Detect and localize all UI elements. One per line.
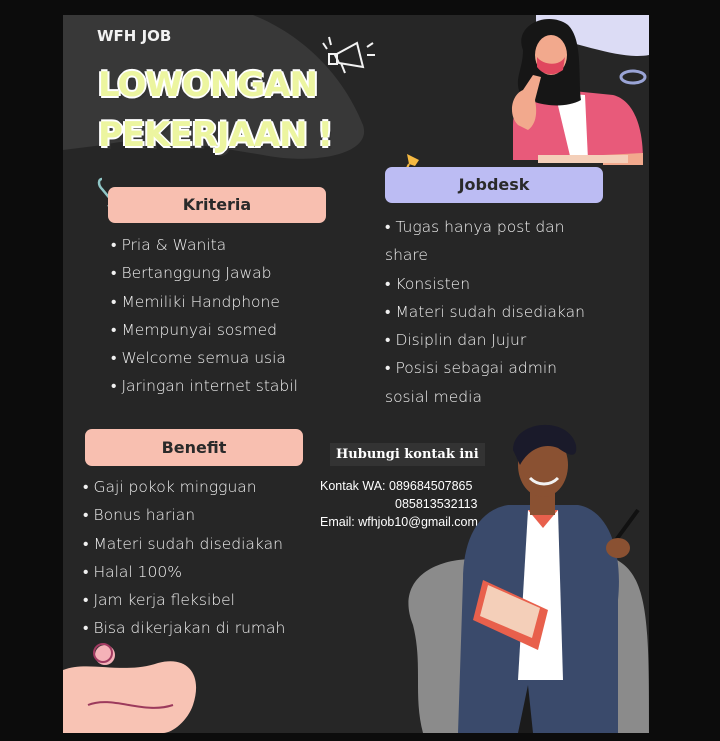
benefit-heading: Benefit [85,429,303,466]
list-item: • Memiliki Handphone [111,288,351,316]
kriteria-list [111,231,351,401]
list-item: • Bertanggung Jawab [111,259,351,287]
jobdesk-list [385,213,590,411]
wa-number-1[interactable]: 089684507865 [389,479,473,493]
list-item: • Bonus harian [83,501,343,529]
list-item: • Bisa dikerjakan di rumah [83,614,343,642]
title-line-2: PEKERJAAN ! [98,115,332,155]
list-item: • Konsisten [385,270,590,298]
list-item: • Welcome semua usia [111,344,351,372]
benefit-list [83,473,343,643]
list-item: • Jaringan internet stabil [111,372,351,400]
man-book-illustration [418,410,649,733]
title-line-1: LOWONGAN [98,65,317,105]
woman-phone-illustration [493,15,649,170]
email-address[interactable]: wfhjob10@gmail.com [358,515,478,529]
list-item: • Materi sudah disediakan [385,298,590,326]
list-item: • Mempunyai sosmed [111,316,351,344]
list-item: • Materi sudah disediakan [83,530,343,558]
list-item: • Tugas hanya post dan share [385,213,590,270]
brand-label: WFH JOB [97,27,172,45]
email-label: Email: [320,515,355,529]
kriteria-heading: Kriteria [108,187,326,223]
list-item: • Halal 100% [83,558,343,586]
list-item: • Posisi sebagai admin sosial media [385,354,590,411]
list-item: • Pria & Wanita [111,231,351,259]
list-item: • Jam kerja fleksibel [83,586,343,614]
wa-number-2[interactable]: 085813532113 [395,497,478,511]
list-item: • Gaji pokok mingguan [83,473,343,501]
megaphone-icon [321,33,381,81]
jobdesk-heading: Jobdesk [385,167,603,203]
wa-label: Kontak WA: [320,479,386,493]
list-item: • Disiplin dan Jujur [385,326,590,354]
contact-heading: Hubungi kontak ini [330,443,485,466]
poster [63,15,649,733]
